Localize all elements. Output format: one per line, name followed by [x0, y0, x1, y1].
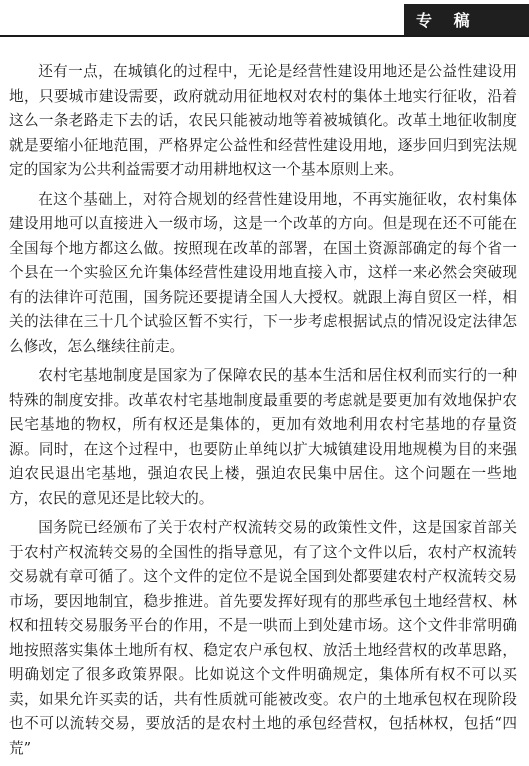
paragraph-1: 还有一点，在城镇化的过程中，无论是经营性建设用地还是公益性建设用地，只要城市建设需要，政府就动用征地权对农村的集体土地实行征收，沿着这么一条老路走下去的话，农民只能被动地等着被城镇化。改革土地征收制度就是要缩小征地范围，严格界定公益性和经营性建设用地，逐步回归到宪法规定的国家为公共利益需要才动用耕地权这一个基本原则上来。 — [9, 63, 517, 178]
article-body — [9, 60, 517, 766]
paragraph-4: 国务院已经颁布了关于农村产权流转交易的政策性文件，这是国家首部关于农村产权流转交易的全国性的指导意见，有了这个文件以后，农村产权流转交易就有章可循了。这个文件的定位不是说全国到处都要建农村产权流转交易市场，要因地制宜，稳步推进。首先要发挥好现有的那些承包土地经营权、林权和扭转交易服务平台的作用，不是一哄而上到处建市场。这个文件非常明确地按照落实集体土地所有权、稳定农户承包权、放活土地经营权的改革思路，明确划定了很多政策界限。比如说这个文件明确规定，集体所有权不可以买卖，如果允许买卖的话，共有性质就可能被改变。农户的土地承包权在现阶段也不可以流转交易，要放活的是农村土地的承包经营权，包括林权，包括“四荒” — [9, 519, 517, 757]
column-tag: 专 稿 — [404, 4, 529, 37]
paragraph-3: 农村宅基地制度是国家为了保障农民的基本生活和居住权利而实行的一种特殊的制度安排。改革农村宅基地制度最重要的考虑就是要更加有效地保护农民宅基地的物权，所有权还是集体的，更加有效地利用农村宅基地的存量资源。同时，在这个过程中，也要防止单纯以扩大城镇建设用地规模为目的来强迫农民退出宅基地，强迫农民上楼，强迫农民集中居住。这个问题在一些地方，农民的意见还是比较大的。 — [9, 367, 517, 507]
header-rule — [0, 35, 529, 37]
paragraph-2: 在这个基础上，对符合规划的经营性建设用地，不再实施征收，农村集体建设用地可以直接进入一级市场，这是一个改革的方向。但是现在还不可能在全国每个地方都这么做。按照现在改革的部署，在国土资源部确定的每个省一个县在一个实验区允许集体经营性建设用地直接入市，这样一来必然会突破现有的法律许可范围，国务院还要提请全国人大授权。就跟上海自贸区一样，相关的法律在三十几个试验区暂不实行，下一步考虑根据试点的情况设定法律怎么修改，怎么继续往前走。 — [9, 190, 517, 355]
